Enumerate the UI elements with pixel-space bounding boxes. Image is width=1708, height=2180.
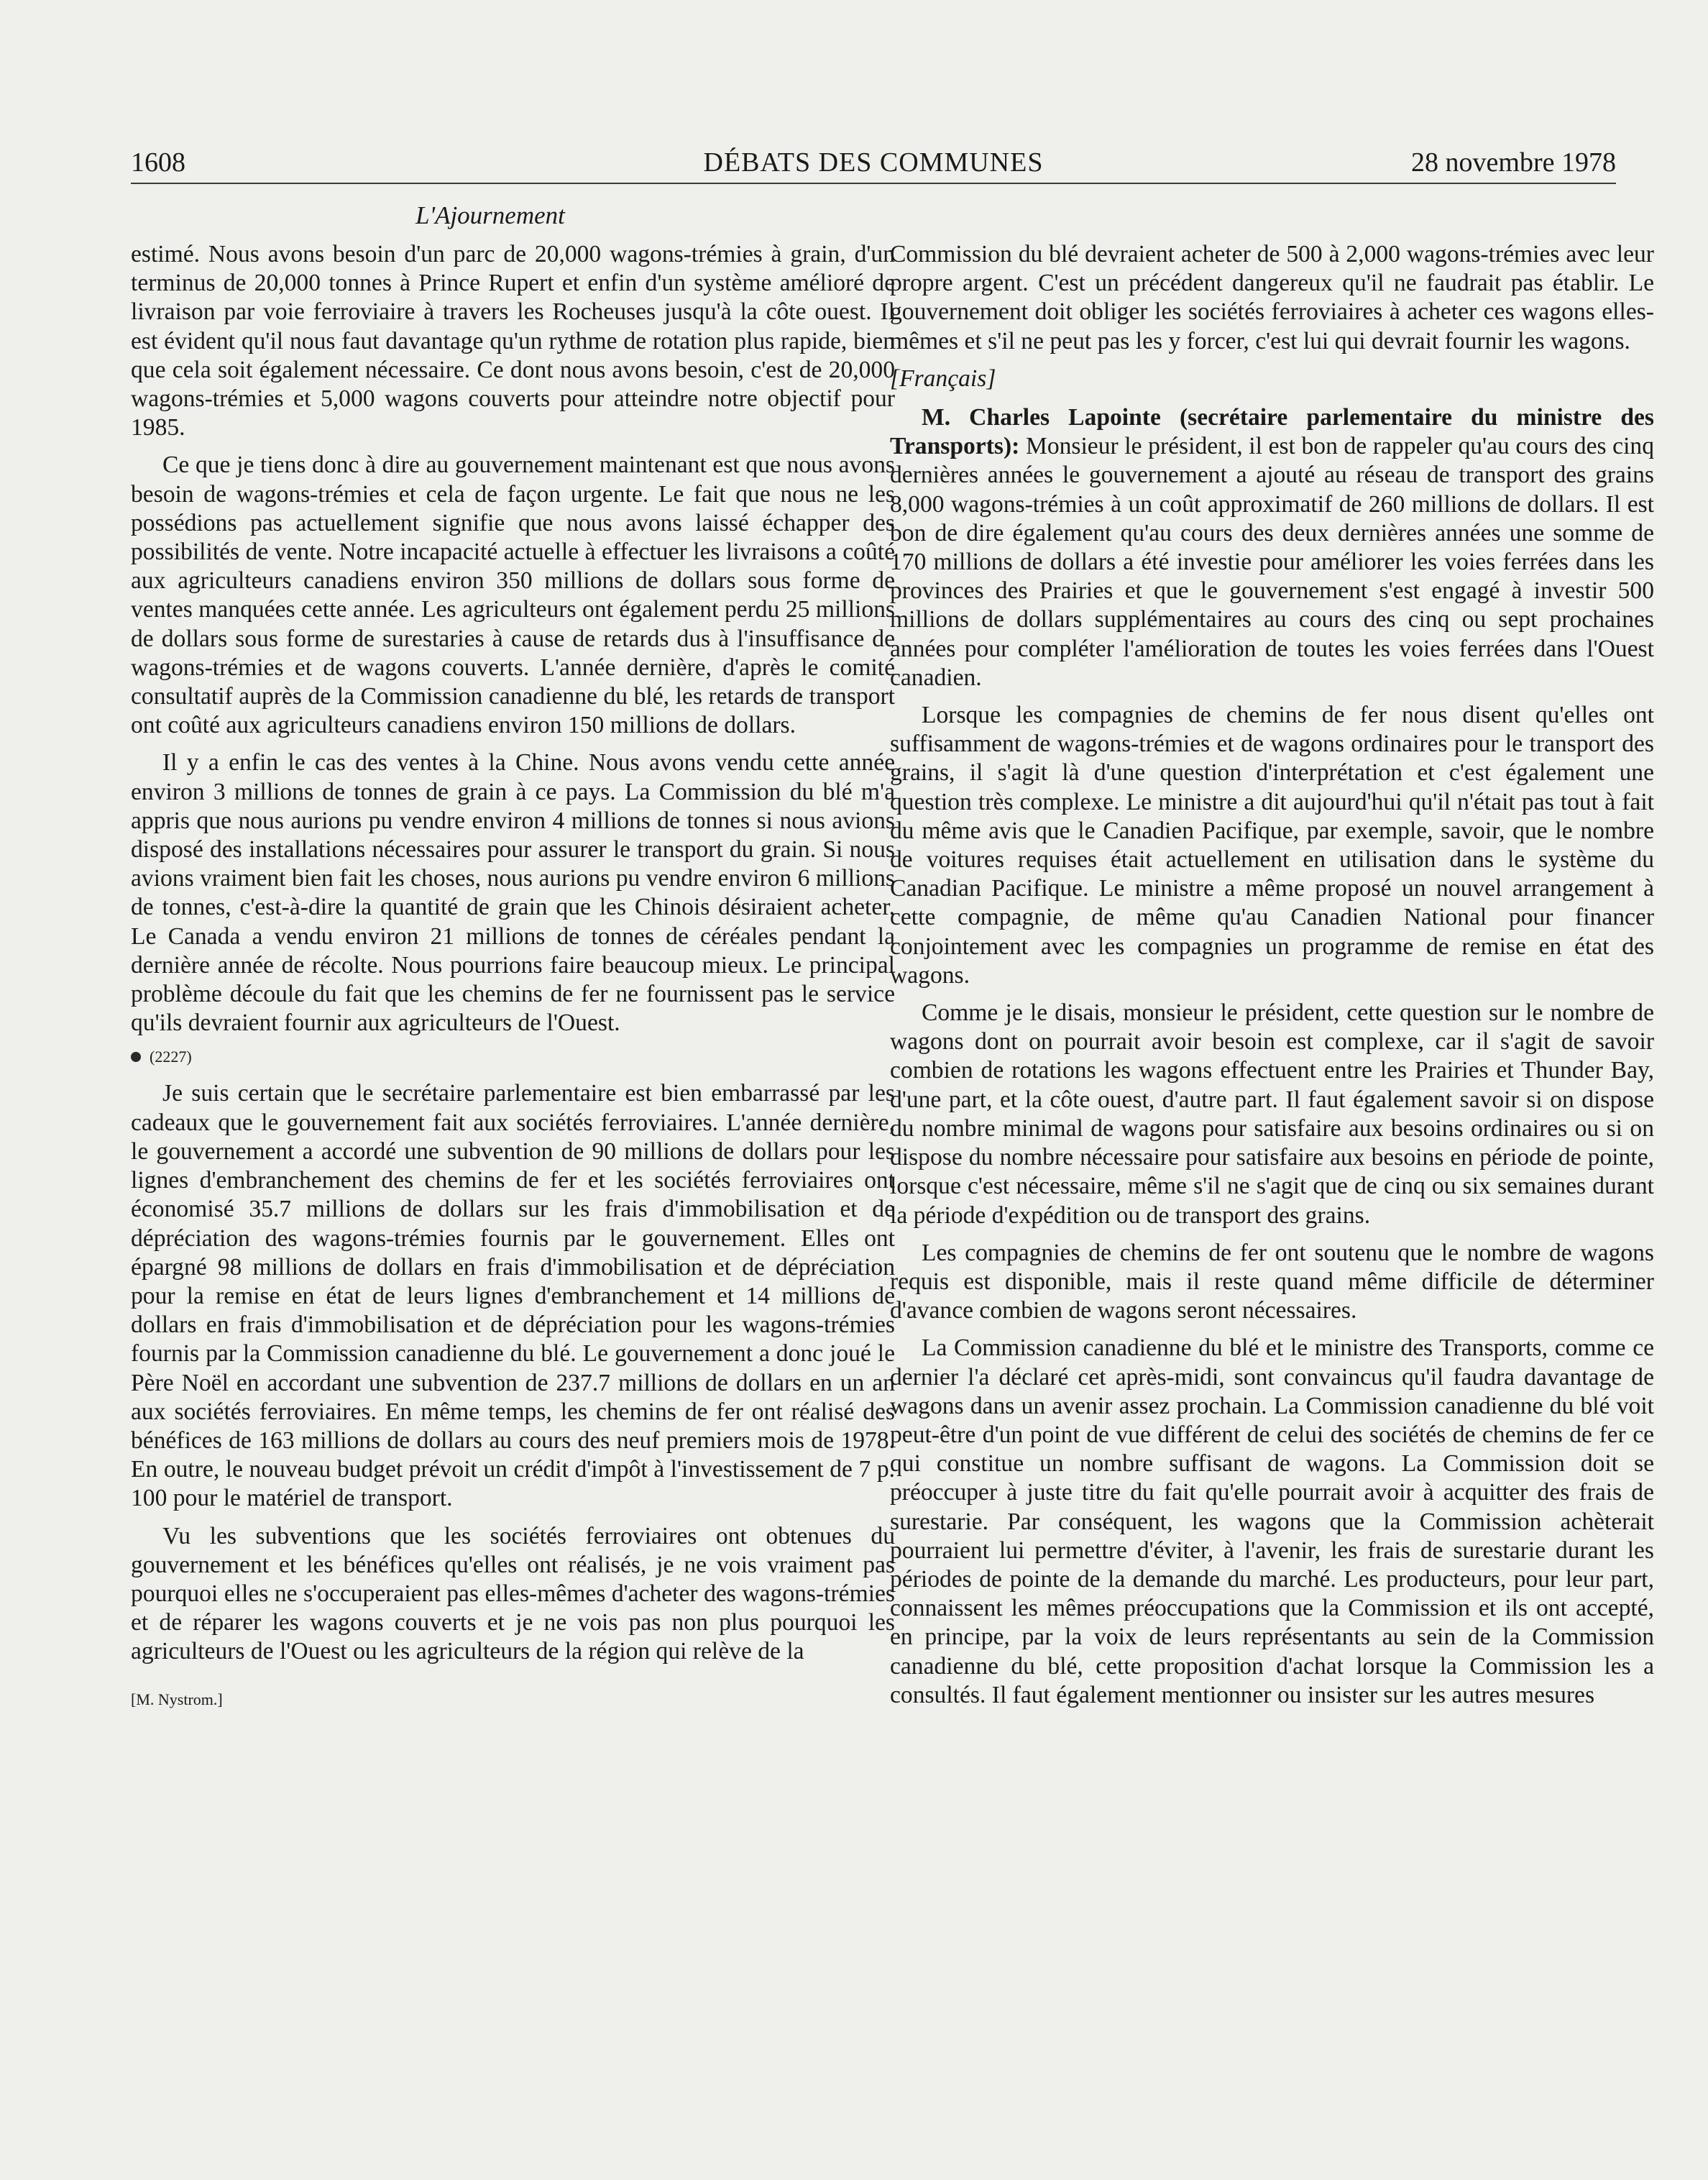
bullet-icon — [131, 1052, 141, 1062]
language-tag: [Français] — [890, 365, 996, 392]
paragraph: Comme je le disais, monsieur le président, cette question sur le nombre de wagons dont on pourrait avoir besoin est complexe, car il s'agit de savoir combien de rotations les wagons effectuent entre les Prairies et Thunder Bay, d'une part, et la côte ouest, d'autre part. Il faut également savoir si on dispose du nombre minimal de wagons pour satisfaire aux besoins ordinaires ou si on dispose du nombre nécessaire pour satisfaire aux besoins en période de pointe, lorsque c'est nécessaire, même s'il ne s'agit que de cinq ou six semaines durant la période d'expédition ou de transport des grains. — [890, 999, 1654, 1229]
page-number: 1608 — [131, 147, 185, 178]
paragraph: Vu les subventions que les sociétés ferroviaires ont obtenues du gouvernement et les bénéfices qu'elles ont réalisés, je ne vois vraiment pas pourquoi elles ne s'occuperaient pas elles-mêmes d'acheter des wagons-trémies et de réparer les wagons couverts et je ne vois pas non plus pourquoi les agriculteurs de l'Ouest ou les agriculteurs de la région qui relève de la — [131, 1522, 895, 1665]
paragraph: Lorsque les compagnies de chemins de fer nous disent qu'elles ont suffisamment de wagons-trémies et de wagons ordinaires pour le transport des grains, il s'agit là d'une question d'interprétation et c'est également une question très complexe. Le ministre a dit aujourd'hui qu'il n'était pas tout à fait du même avis que le Canadien Pacifique, par exemple, savoir, que le nombre de voitures requises était actuellement en utilisation dans le système du Canadian Pacifique. Le ministre a même proposé un nouvel arrangement à cette compagnie, de même qu'au Canadien National pour financer conjointement avec les compagnies un programme de remise en état des wagons. — [890, 702, 1654, 989]
paragraph: Les compagnies de chemins de fer ont soutenu que le nombre de wagons requis est disponible, mais il reste quand même difficile de déterminer d'avance combien de wagons seront nécessaires. — [890, 1239, 1654, 1324]
left-column — [131, 240, 895, 1714]
section-label: L'Ajournement — [415, 201, 565, 229]
paragraph — [890, 403, 1654, 692]
paragraph: estimé. Nous avons besoin d'un parc de 20,000 wagons-trémies à grain, d'un terminus de 20,000 tonnes à Prince Rupert et enfin d'un système amélioré de livraison par voie ferroviaire à travers les Rocheuses jusqu'à la côte ouest. Il est évident qu'il nous faut davantage qu'un rythme de rotation plus rapide, bien que cela soit également nécessaire. Ce dont nous avons besoin, c'est de 20,000 wagons-trémies et 5,000 wagons couverts pour atteindre notre objectif pour 1985. — [131, 241, 895, 441]
speaker-attribution: [M. Nystrom.] — [131, 1690, 223, 1708]
publication-title: DÉBATS DES COMMUNES — [703, 147, 1044, 178]
right-column — [890, 240, 1654, 1718]
paragraph: Ce que je tiens donc à dire au gouvernement maintenant est que nous avons besoin de wagons-trémies et cela de façon urgente. Le fait que nous ne les possédions pas actuellement signifie que nous avons laissé échapper des possibilités de vente. Notre incapacité actuelle à effectuer les livraisons a coûté aux agriculteurs canadiens environ 350 millions de dollars sous forme de ventes manquées cette année. Les agriculteurs ont également perdu 25 millions de dollars sous forme de surestaries à cause de retards dus à l'insuffisance de wagons-trémies et de wagons couverts. L'année dernière, d'après le comité consultatif auprès de la Commission canadienne du blé, les retards de transport ont coûté aux agriculteurs canadiens environ 150 millions de dollars. — [131, 452, 895, 739]
speech-text: Monsieur le président, il est bon de rappeler qu'au cours des cinq dernières années le gouvernement a ajouté au réseau de transport des grains 8,000 wagons-trémies à un coût approximatif de 260 millions de dollars. Il est bon de dire également qu'au cours des deux dernières années une somme de 170 millions de dollars a été investie pour améliorer les voies ferrées dans les provinces des Prairies et que le gouvernement s'est engagé à investir 500 millions de dollars supplémentaires au cours des cinq ou sept prochaines années pour compléter l'amélioration de toutes les voies ferrées dans l'Ouest canadien. — [890, 433, 1654, 691]
time-marker — [131, 1046, 895, 1068]
paragraph: Commission du blé devraient acheter de 500 à 2,000 wagons-trémies avec leur propre argent. C'est un précédent dangereux qu'il ne faudrait pas établir. Le gouvernement doit obliger les sociétés ferroviaires à acheter ces wagons elles-mêmes et s'il ne peut pas les y forcer, c'est lui qui devrait fournir les wagons. — [890, 241, 1654, 354]
speaker-name: M. Charles Lapointe (secrétaire parlementaire du ministre des Transports): — [890, 404, 1654, 460]
paragraph: Il y a enfin le cas des ventes à la Chine. Nous avons vendu cette année environ 3 millions de tonnes de grain à ce pays. La Commission du blé m'a appris que nous aurions pu vendre environ 4 millions de tonnes si nous avions disposé des installations nécessaires pour assurer le transport du grain. Si nous avions vraiment bien fait les choses, nous aurions pu vendre environ 6 millions de tonnes, c'est-à-dire la quantité de grain que les Chinois désiraient acheter. Le Canada a vendu environ 21 millions de tonnes de céréales pendant la dernière année de récolte. Nous pourrions faire beaucoup mieux. Le principal problème découle du fait que les chemins de fer ne fournissent pas le service qu'ils devraient fournir aux agriculteurs de l'Ouest. — [131, 749, 895, 1037]
time-marker-text: (2227) — [150, 1048, 192, 1066]
page-header — [131, 144, 1616, 184]
paragraph: Je suis certain que le secrétaire parlementaire est bien embarrassé par les cadeaux que le gouvernement fait aux sociétés ferroviaires. L'année dernière, le gouvernement a accordé une subvention de 90 millions de dollars pour les lignes d'embranchement des chemins de fer et les sociétés ferroviaires ont économisé 35.7 millions de dollars sur les frais d'immobilisation et de dépréciation des wagons-trémies fournis par le gouvernement. Elles ont épargné 98 millions de dollars en frais d'immobilisation et de dépréciation pour la remise en état de leurs lignes d'embranchement et 14 millions de dollars en frais d'immobilisation et de dépréciation pour les wagons-trémies fournis par la Commission canadienne du blé. Le gouvernement a donc joué le Père Noël en accordant une subvention de 237.7 millions de dollars en un an aux sociétés ferroviaires. En même temps, les chemins de fer ont réalisé des bénéfices de 163 millions de dollars au cours des neuf premiers mois de 1978. En outre, le nouveau budget prévoit un crédit d'impôt à l'investissement de 7 p. 100 pour le matériel de transport. — [131, 1080, 895, 1512]
paragraph: La Commission canadienne du blé et le ministre des Transports, comme ce dernier l'a déclaré cet après-midi, sont convaincus qu'il faudra davantage de wagons dans un avenir assez prochain. La Commission canadienne du blé voit peut-être d'un point de vue différent de celui des sociétés de chemins de fer ce qui constitue un nombre suffisant de wagons. La Commission doit se préoccuper à juste titre du fait qu'elle pourrait avoir à acquitter des frais de surestarie. Par conséquent, les wagons que la Commission achèterait pourraient lui permettre d'éviter, à l'avenir, les frais de surestarie durant les périodes de pointe de la demande du marché. Les producteurs, pour leur part, connaissent les mêmes préoccupations que la Commission et ils ont accepté, en principe, par la voix de leurs représentants au sein de la Commission canadienne du blé, cette proposition d'achat lorsque la Commission les a consultés. Il faut également mentionner ou insister sur les autres mesures — [890, 1334, 1654, 1708]
publication-date: 28 novembre 1978 — [1411, 147, 1616, 178]
